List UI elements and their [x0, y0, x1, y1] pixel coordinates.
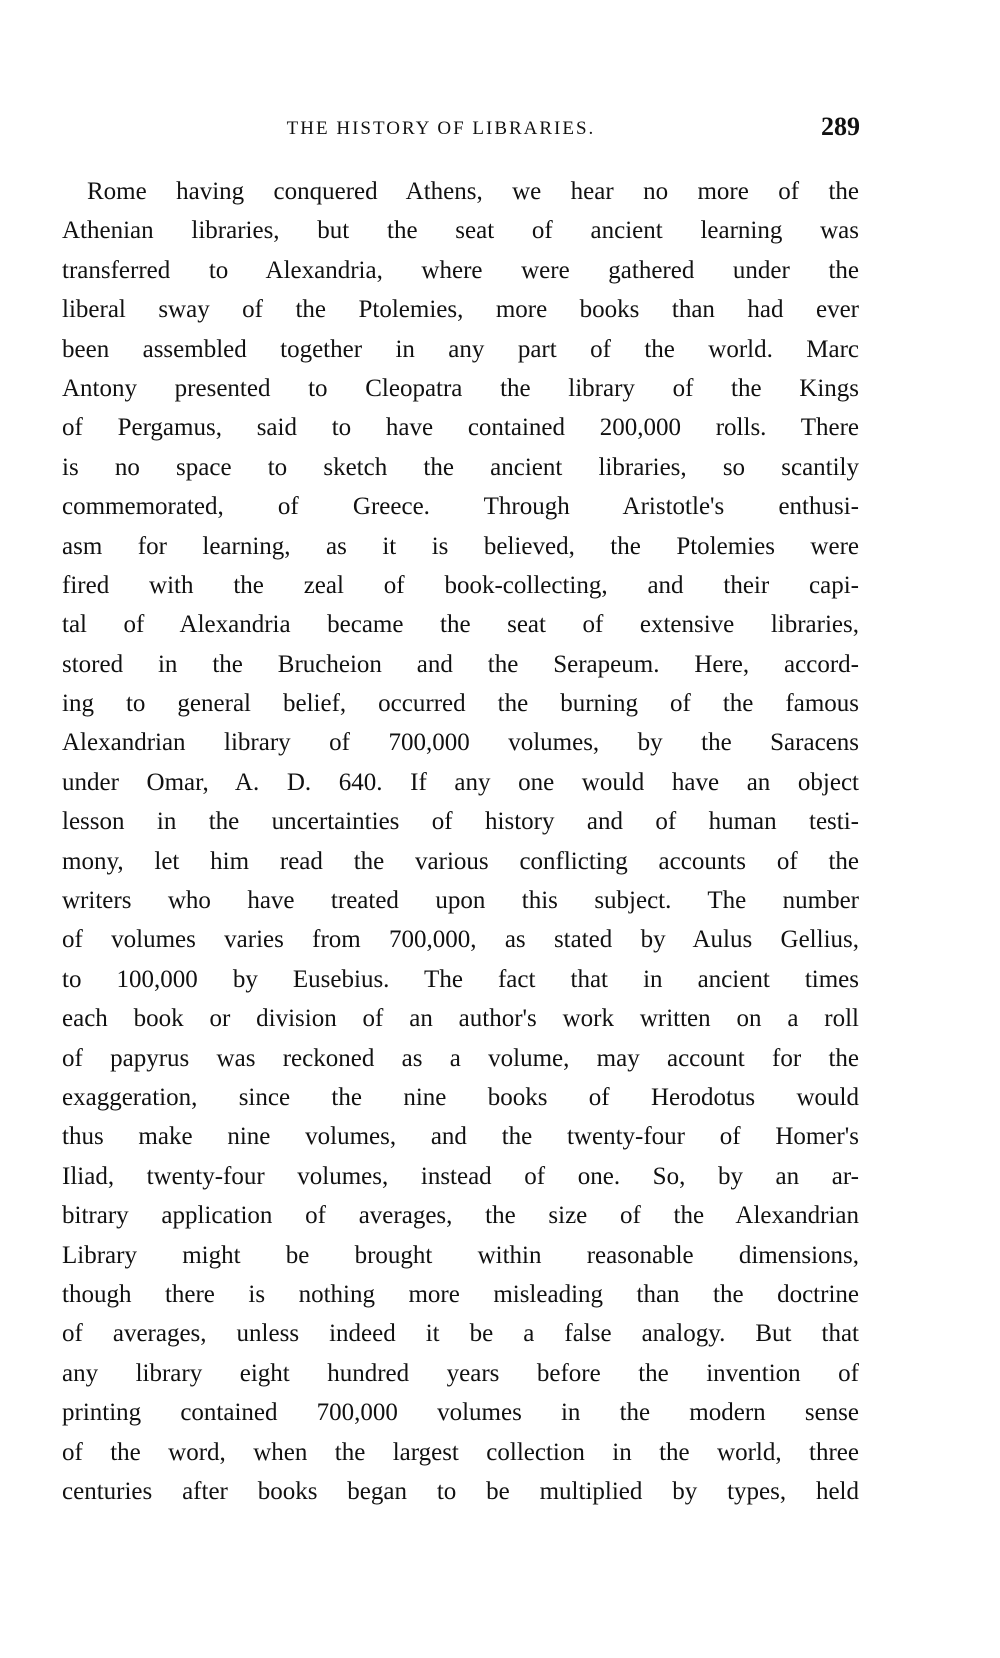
text-line: fired with the zeal of book-collecting, and their capi- — [62, 571, 859, 599]
text-line: any library eight hundred years before the invention of — [62, 1359, 859, 1387]
text-line: Rome having conquered Athens, we hear no more of the — [87, 178, 859, 205]
text-line: of averages, unless indeed it be a false analogy. But that — [62, 1320, 859, 1348]
page-header — [62, 112, 860, 148]
text-line: lesson in the uncertainties of history and of human testi- — [62, 808, 859, 836]
running-title: THE HISTORY OF LIBRARIES. — [286, 118, 596, 139]
text-line: of Pergamus, said to have contained 200,000 rolls. There — [62, 414, 859, 442]
text-line: under Omar, A. D. 640. If any one would have an object — [62, 768, 859, 796]
text-line: Alexandrian library of 700,000 volumes, by the Saracens — [62, 729, 859, 757]
text-line: liberal sway of the Ptolemies, more books than had ever — [62, 296, 859, 324]
text-line: Iliad, twenty-four volumes, instead of one. So, by an ar- — [62, 1162, 859, 1190]
text-line: ing to general belief, occurred the burning of the famous — [62, 690, 859, 718]
text-line: each book or division of an author's work written on a roll — [62, 1005, 859, 1033]
text-line: to 100,000 by Eusebius. The fact that in ancient times — [62, 965, 859, 993]
text-line: transferred to Alexandria, where were gathered under the — [62, 256, 859, 284]
text-line: mony, let him read the various conflicting accounts of the — [62, 847, 859, 875]
page-number: 289 — [821, 112, 860, 141]
text-line: is no space to sketch the ancient libraries, so scantily — [62, 453, 859, 481]
text-line: thus make nine volumes, and the twenty-four of Homer's — [62, 1123, 859, 1151]
text-line: printing contained 700,000 volumes in the modern sense — [62, 1399, 859, 1427]
text-line: of volumes varies from 700,000, as stated by Aulus Gellius, — [62, 926, 859, 954]
text-line: bitrary application of averages, the size of the Alexandrian — [62, 1202, 859, 1230]
text-line: stored in the Brucheion and the Serapeum. Here, accord- — [62, 650, 859, 678]
body-paragraph — [62, 172, 859, 1511]
text-line: commemorated, of Greece. Through Aristotle's enthusi- — [62, 493, 859, 521]
text-line: asm for learning, as it is believed, the Ptolemies were — [62, 532, 859, 560]
text-line: been assembled together in any part of the world. Marc — [62, 335, 859, 363]
text-line: exaggeration, since the nine books of Herodotus would — [62, 1083, 859, 1111]
text-line: Antony presented to Cleopatra the library of the Kings — [62, 374, 859, 402]
text-line: of the word, when the largest collection in the world, three — [62, 1438, 859, 1466]
text-line: though there is nothing more misleading than the doctrine — [62, 1280, 859, 1308]
text-line: of papyrus was reckoned as a volume, may account for the — [62, 1044, 859, 1072]
text-line: Athenian libraries, but the seat of ancient learning was — [62, 217, 859, 245]
text-line: tal of Alexandria became the seat of extensive libraries, — [62, 611, 859, 639]
text-line: Library might be brought within reasonable dimensions, — [62, 1241, 859, 1269]
text-line: writers who have treated upon this subject. The number — [62, 887, 859, 915]
text-line: centuries after books began to be multiplied by types, held — [62, 1477, 859, 1505]
